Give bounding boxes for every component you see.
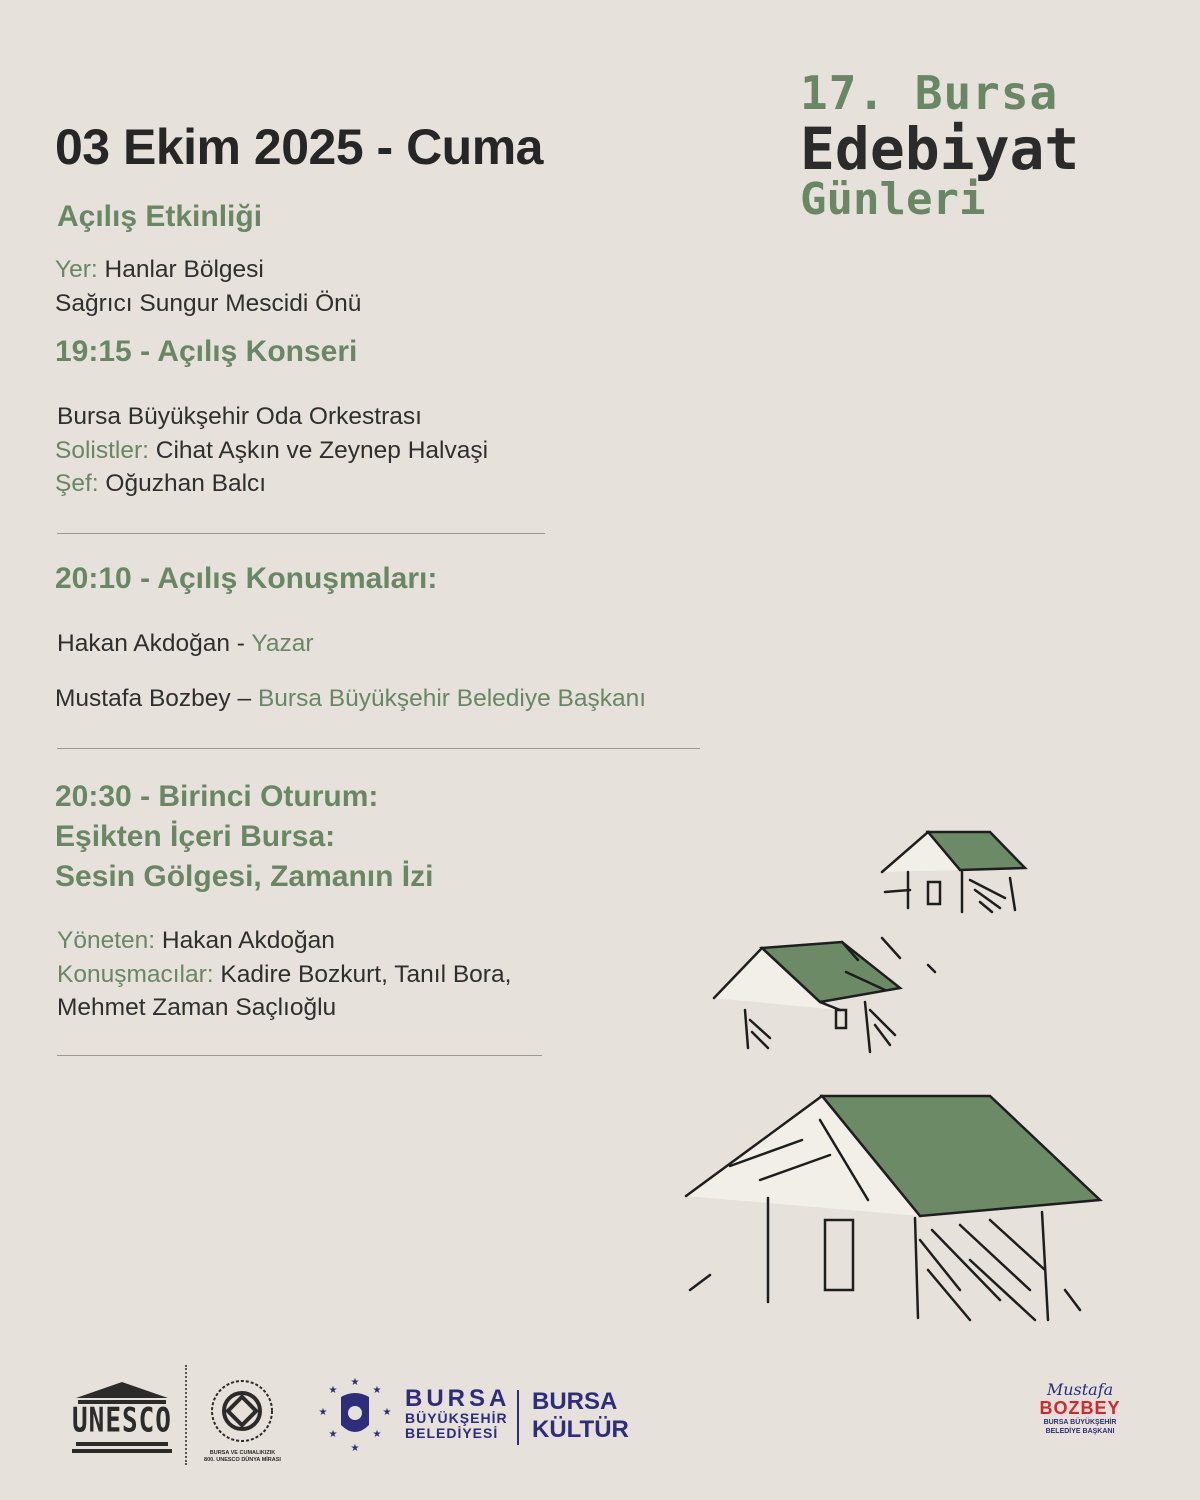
session-heading xyxy=(55,777,433,897)
world-heritage-logo xyxy=(200,1375,285,1465)
speakers-value: Kadire Bozkurt, Tanıl Bora, xyxy=(220,961,512,988)
orchestra-line: Bursa Büyükşehir Oda Orkestrası xyxy=(57,403,422,430)
speaker-1-separator: - xyxy=(230,630,252,657)
moderator-line xyxy=(57,924,335,958)
svg-text:★: ★ xyxy=(350,1377,360,1388)
kultur-wordmark xyxy=(532,1388,629,1444)
soloists-label: Solistler: xyxy=(55,437,149,464)
speaker-1-role: Yazar xyxy=(251,630,314,657)
brand-line-2: Edebiyat xyxy=(800,115,1080,183)
speaker-1-name: Hakan Akdoğan xyxy=(57,630,230,657)
heritage-caption-line-2: 800. UNESCO DÜNYA MİRASI xyxy=(204,1457,281,1463)
brand-line-3: Günleri xyxy=(800,174,986,225)
bozbey-name: BOZBEY xyxy=(1039,1398,1121,1418)
venue-value: Hanlar Bölgesi xyxy=(104,256,264,283)
bozbey-title xyxy=(1030,1418,1130,1436)
session-heading-line-2: Eşikten İçeri Bursa: xyxy=(55,820,336,853)
bozbey-signature: Mustafa xyxy=(1046,1380,1114,1399)
svg-text:★: ★ xyxy=(372,1429,382,1440)
unesco-text: UNESCO xyxy=(72,1401,172,1441)
bbb-star-ring-icon xyxy=(315,1375,395,1455)
conductor-label: Şef: xyxy=(55,470,99,497)
speeches-heading: 20:10 - Açılış Konuşmaları: xyxy=(55,562,438,595)
svg-text:★: ★ xyxy=(318,1407,328,1418)
festival-logo xyxy=(800,66,1080,225)
heritage-emblem-icon xyxy=(200,1375,285,1445)
bozbey-title-line-1: BURSA BÜYÜKŞEHİR xyxy=(1043,1419,1117,1426)
kultur-line-1: BURSA xyxy=(532,1388,618,1415)
speakers-line xyxy=(57,958,511,992)
kultur-line-2: KÜLTÜR xyxy=(532,1416,629,1443)
heritage-caption-line-1: BURSA VE CUMALIKIZIK xyxy=(209,1450,276,1456)
svg-text:★: ★ xyxy=(382,1407,392,1418)
houses-illustration xyxy=(670,820,1120,1330)
soloists-line xyxy=(55,434,488,468)
divider-1 xyxy=(57,533,545,534)
conductor-value: Oğuzhan Balcı xyxy=(105,470,267,497)
moderator-label: Yöneten: xyxy=(57,927,156,954)
soloists-value: Cihat Aşkın ve Zeynep Halvaşi xyxy=(155,437,489,464)
brand-line-1: 17. Bursa xyxy=(800,66,1059,120)
opening-heading: Açılış Etkinliği xyxy=(57,200,263,233)
conductor-line xyxy=(55,467,266,501)
concert-heading: 19:15 - Açılış Konseri xyxy=(55,335,358,368)
bbb-line-2: BÜYÜKŞEHİR xyxy=(405,1410,508,1427)
small-house-icon xyxy=(882,832,1025,912)
footer-separator xyxy=(185,1365,187,1465)
divider-2 xyxy=(57,748,700,749)
bbb-line-3: BELEDİYESİ xyxy=(405,1424,499,1441)
page-title: 03 Ekim 2025 - Cuma xyxy=(55,119,543,175)
middle-house-icon xyxy=(714,938,935,1052)
speakers-label: Konuşmacılar: xyxy=(57,961,214,988)
svg-text:★: ★ xyxy=(372,1385,382,1396)
speaker-2-line xyxy=(55,682,646,716)
svg-text:★: ★ xyxy=(350,1443,360,1454)
venue-line xyxy=(55,253,264,287)
bbb-line-1: BURSA xyxy=(405,1385,511,1412)
speaker-1-line xyxy=(57,627,314,661)
svg-text:★: ★ xyxy=(328,1385,338,1396)
session-heading-line-3: Sesin Gölgesi, Zamanın İzi xyxy=(55,860,434,893)
unesco-logo xyxy=(72,1380,172,1455)
session-heading-line-1: 20:30 - Birinci Oturum: xyxy=(55,780,379,813)
venue-label: Yer: xyxy=(55,256,98,283)
svg-text:★: ★ xyxy=(328,1429,338,1440)
moderator-value: Hakan Akdoğan xyxy=(161,927,335,954)
divider-3 xyxy=(57,1055,542,1056)
bozbey-logo xyxy=(1030,1382,1130,1436)
speakers-line-2: Mehmet Zaman Saçlıoğlu xyxy=(57,994,337,1021)
bbb-wordmark xyxy=(405,1386,510,1441)
bbb-emblem xyxy=(315,1375,395,1455)
speaker-2-separator: – xyxy=(230,685,258,712)
large-house-icon xyxy=(686,1096,1100,1320)
bozbey-title-line-2: BELEDİYE BAŞKANI xyxy=(1045,1428,1115,1435)
venue-line-2: Sağrıcı Sungur Mescidi Önü xyxy=(55,290,362,317)
speaker-2-role: Bursa Büyükşehir Belediye Başkanı xyxy=(257,685,647,712)
heritage-caption xyxy=(200,1450,285,1464)
speaker-2-name: Mustafa Bozbey xyxy=(55,685,231,712)
kultur-separator xyxy=(517,1390,519,1445)
